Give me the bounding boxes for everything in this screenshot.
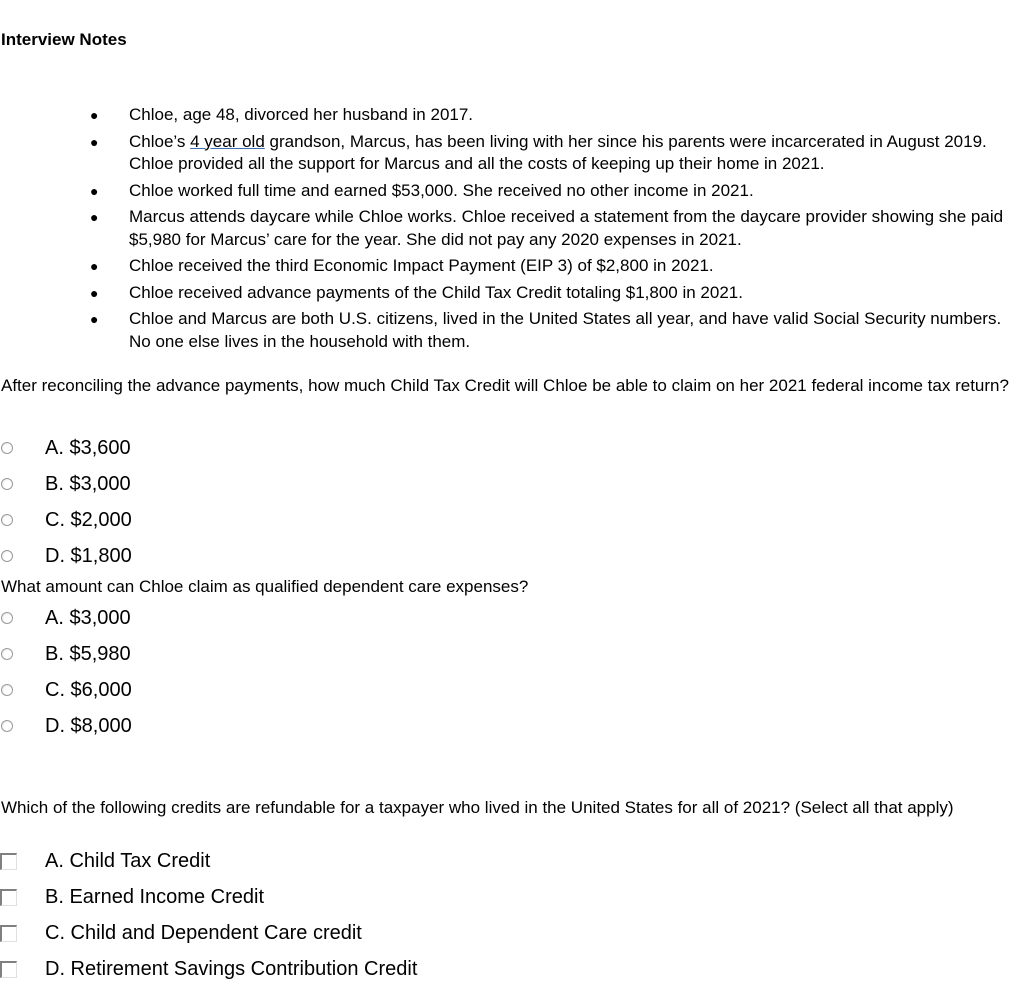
radio-button[interactable] [1, 720, 13, 732]
page-title: Interview Notes [1, 30, 127, 49]
option-label: A. $3,600 [45, 437, 131, 459]
option-label: B. $3,000 [45, 473, 131, 495]
q2-option-c[interactable] [0, 672, 600, 708]
radio-button[interactable] [1, 442, 13, 454]
option-label: D. Retirement Savings Contribution Credit [45, 958, 418, 980]
option-label: B. Earned Income Credit [45, 886, 264, 908]
checkbox[interactable] [0, 925, 17, 942]
option-label: D. $1,800 [45, 545, 132, 567]
note-text: Chloe worked full time and earned $53,000. She received no other income in 2021. [129, 180, 754, 200]
bullet-icon: ● [90, 311, 99, 327]
note-text-prefix: Chloe’s [129, 131, 191, 151]
q1-option-a[interactable] [0, 430, 600, 466]
note-item [0, 282, 1024, 305]
bullet-icon: ● [90, 133, 99, 150]
q3-option-a[interactable] [0, 843, 600, 879]
q1-option-b[interactable] [0, 466, 600, 502]
option-label: B. $5,980 [45, 643, 131, 665]
note-item [0, 206, 1024, 251]
question-3-text: Which of the following credits are refundable for a taxpayer who lived in the United States for all of 2021? (Select all that apply) [1, 798, 954, 817]
checkbox[interactable] [0, 889, 17, 906]
bullet-icon: ● [90, 107, 99, 123]
note-item [0, 104, 1024, 127]
radio-button[interactable] [1, 648, 13, 660]
note-item [0, 255, 1024, 278]
note-text-suffix: grandson, Marcus, has been living with her since his parents were incarcerated in August 2019. Chloe provided all the support for Marcus and all the costs of keeping up their home in 2021. [129, 131, 987, 173]
note-text: Chloe received the third Economic Impact Payment (EIP 3) of $2,800 in 2021. [129, 256, 714, 275]
option-label: D. $8,000 [45, 715, 132, 737]
radio-button[interactable] [1, 478, 13, 490]
note-text: Marcus attends daycare while Chloe works. Chloe received a statement from the daycare provider showing she paid $5,980 for Marcus’ care for the year. She did not pay any 2020 expenses in 2021. [129, 207, 1004, 249]
q3-option-b[interactable] [0, 879, 600, 915]
bullet-icon: ● [90, 182, 99, 199]
option-label: C. $2,000 [45, 509, 132, 531]
radio-button[interactable] [1, 550, 13, 562]
note-text: Chloe, age 48, divorced her husband in 2017. [129, 105, 474, 124]
bullet-icon: ● [90, 284, 99, 301]
q2-option-b[interactable] [0, 636, 600, 672]
q1-option-d[interactable] [0, 538, 600, 574]
question-3-options [0, 843, 600, 987]
interview-notes-list [0, 104, 1024, 357]
bullet-icon: ● [90, 209, 99, 225]
question-1-options [0, 430, 600, 574]
q2-option-a[interactable] [0, 600, 600, 636]
question-2-options [0, 600, 600, 744]
option-label: A. Child Tax Credit [45, 850, 211, 872]
option-label: C. Child and Dependent Care credit [45, 922, 362, 944]
note-item [0, 308, 1024, 353]
radio-button[interactable] [1, 612, 13, 624]
note-item [0, 131, 1024, 176]
note-item [0, 180, 1024, 203]
checkbox[interactable] [0, 853, 17, 870]
radio-button[interactable] [1, 684, 13, 696]
note-text-underlined: 4 year old [190, 131, 265, 151]
q3-option-c[interactable] [0, 915, 600, 951]
question-1-text: After reconciling the advance payments, how much Child Tax Credit will Chloe be able to claim on her 2021 federal income tax return? [1, 376, 1009, 395]
option-label: A. $3,000 [45, 607, 131, 629]
note-text: Chloe received advance payments of the Child Tax Credit totaling $1,800 in 2021. [129, 282, 743, 302]
checkbox[interactable] [0, 961, 17, 978]
question-2-text: What amount can Chloe claim as qualified dependent care expenses? [1, 577, 529, 596]
radio-button[interactable] [1, 514, 13, 526]
q1-option-c[interactable] [0, 502, 600, 538]
q2-option-d[interactable] [0, 708, 600, 744]
note-text: Chloe and Marcus are both U.S. citizens, lived in the United States all year, and have valid Social Security numbers. No one else lives in the household with them. [129, 309, 1002, 351]
option-label: C. $6,000 [45, 679, 132, 701]
bullet-icon: ● [90, 258, 99, 274]
